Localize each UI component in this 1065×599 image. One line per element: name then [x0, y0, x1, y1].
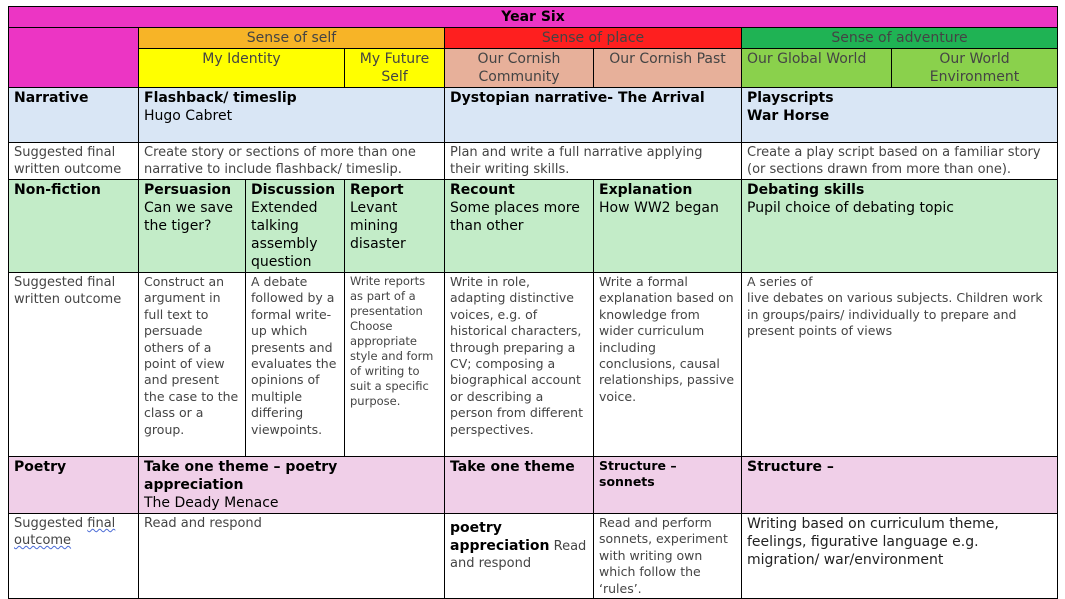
- explanation-outcome: Write a formal explanation based on knowledge from wider curriculum including conclusions, causal relationships, passive voice.: [594, 273, 742, 457]
- poetry-place-a-outcome-bold: poetry appreciation: [450, 520, 550, 554]
- poetry-place-b-outcome: Read and perform sonnets, experiment with writing own which follow the ‘rules’.: [594, 514, 742, 599]
- recount-heading: Recount: [450, 182, 515, 198]
- poetry-outcome-label-2: final: [87, 516, 116, 531]
- poetry-self-outcome: Read and respond: [139, 514, 445, 599]
- explanation-cell: [594, 180, 742, 273]
- debating-outcome-line2: live debates on various subjects. Children work in groups/pairs/ individually to prepare and present points of views: [747, 290, 1043, 339]
- debating-cell: [742, 180, 1058, 273]
- explanation-sub: How WW2 began: [599, 200, 719, 216]
- narrative-outcome-row: [9, 143, 1058, 180]
- row-label-poetry: Poetry: [9, 457, 139, 514]
- poetry-outcome-label-3: outcome: [14, 533, 72, 548]
- title-row: [9, 7, 1058, 28]
- row-label-nonfiction: Non-fiction: [9, 180, 139, 273]
- report-heading: Report: [350, 182, 404, 198]
- narrative-self-outcome: Create story or sections of more than one narrative to include flashback/ timeslip.: [139, 143, 445, 180]
- poetry-outcome-label-1: Suggested: [14, 516, 84, 531]
- corner-cell: [9, 28, 139, 88]
- poetry-place-a-outcome: [445, 514, 594, 599]
- persuasion-sub: Can we save the tiger?: [144, 200, 233, 234]
- curriculum-table: [8, 6, 1058, 599]
- explanation-heading: Explanation: [599, 182, 693, 198]
- theme-sense-of-place: Sense of place: [445, 28, 742, 49]
- discussion-cell: [246, 180, 345, 273]
- theme-sense-of-self: Sense of self: [139, 28, 445, 49]
- row-label-narrative: Narrative: [9, 88, 139, 143]
- theme-sense-of-adventure: Sense of adventure: [742, 28, 1058, 49]
- discussion-sub: Extended talking assembly question: [251, 200, 318, 270]
- topic-my-identity: My Identity: [139, 49, 345, 88]
- discussion-outcome: A debate followed by a formal write-up which presents and evaluates the opinions of multiple differing viewpoints.: [246, 273, 345, 457]
- poetry-outcome-row: [9, 514, 1058, 599]
- discussion-heading: Discussion: [251, 182, 336, 198]
- narrative-adventure-cell: [742, 88, 1058, 143]
- poetry-place-a-heading: Take one theme: [445, 457, 594, 514]
- topic-row: [9, 49, 1058, 88]
- topic-my-future-self: My Future Self: [345, 49, 445, 88]
- debating-sub: Pupil choice of debating topic: [747, 200, 954, 216]
- poetry-outcome-label: [9, 514, 139, 599]
- poetry-self-sub: The Deady Menace: [144, 495, 279, 511]
- poetry-row: [9, 457, 1058, 514]
- narrative-adventure-heading: Playscripts: [747, 90, 834, 106]
- recount-outcome: Write in role, adapting distinctive voices, e.g. of historical characters, through preparing a CV; composing a biographical account or describing a person from different perspectives.: [445, 273, 594, 457]
- narrative-adventure-outcome: Create a play script based on a familiar story (or sections drawn from more than one).: [742, 143, 1058, 180]
- narrative-row: [9, 88, 1058, 143]
- debating-heading: Debating skills: [747, 182, 865, 198]
- recount-cell: [445, 180, 594, 273]
- nonfiction-row: [9, 180, 1058, 273]
- nonfiction-outcome-row: [9, 273, 1058, 457]
- poetry-self-heading: Take one theme – poetry appreciation: [144, 459, 338, 493]
- debating-outcome-line1: A series of: [747, 274, 813, 289]
- debating-outcome: [742, 273, 1058, 457]
- theme-row: [9, 28, 1058, 49]
- nonfiction-outcome-label: Suggested final written outcome: [9, 273, 139, 457]
- topic-our-cornish-community: Our Cornish Community: [445, 49, 594, 88]
- topic-our-cornish-past: Our Cornish Past: [594, 49, 742, 88]
- poetry-self-cell: [139, 457, 445, 514]
- report-cell: [345, 180, 445, 273]
- persuasion-heading: Persuasion: [144, 182, 232, 198]
- narrative-self-sub: Hugo Cabret: [144, 108, 233, 124]
- narrative-adventure-sub: War Horse: [747, 108, 830, 124]
- topic-our-global-world: Our Global World: [742, 49, 892, 88]
- poetry-adventure-outcome: Writing based on curriculum theme, feelings, figurative language e.g. migration/ war/environment: [742, 514, 1058, 599]
- narrative-self-cell: [139, 88, 445, 143]
- narrative-outcome-label: Suggested final written outcome: [9, 143, 139, 180]
- poetry-place-b-heading: Structure – sonnets: [594, 457, 742, 514]
- poetry-place-a-outcome-text: Read and respond: [450, 539, 587, 571]
- page-title: Year Six: [9, 7, 1058, 28]
- recount-sub: Some places more than other: [450, 200, 580, 234]
- report-sub: Levant mining disaster: [350, 200, 406, 252]
- narrative-place-heading: Dystopian narrative- The Arrival: [445, 88, 742, 143]
- report-outcome: Write reports as part of a presentation Choose appropriate style and form of writing to suit a specific purpose.: [345, 273, 445, 457]
- narrative-place-outcome: Plan and write a full narrative applying their writing skills.: [445, 143, 742, 180]
- topic-our-world-environment: Our World Environment: [892, 49, 1058, 88]
- poetry-adventure-heading: Structure –: [742, 457, 1058, 514]
- curriculum-table-wrapper: [8, 6, 1058, 599]
- persuasion-cell: [139, 180, 246, 273]
- narrative-self-heading: Flashback/ timeslip: [144, 90, 297, 106]
- persuasion-outcome: Construct an argument in full text to persuade others of a point of view and present the case to the class or a group.: [139, 273, 246, 457]
